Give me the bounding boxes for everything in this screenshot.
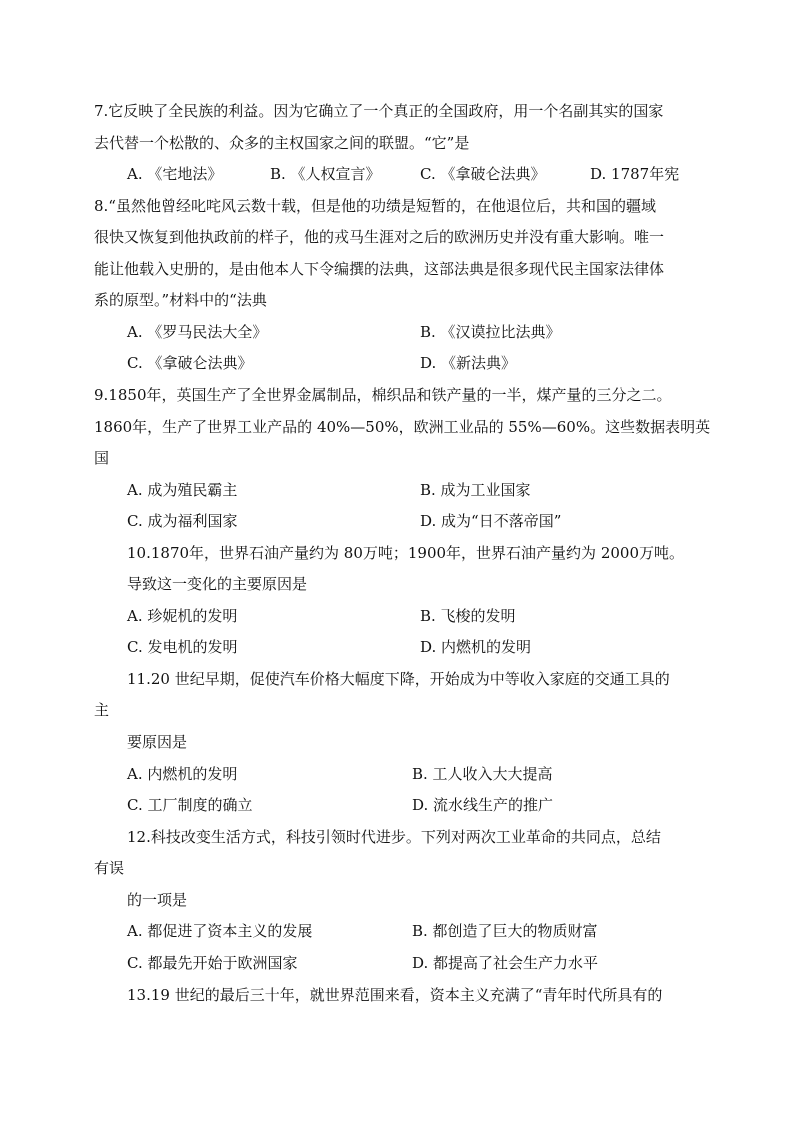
- question-9-stem-line-2: 1860年，生产了世界工业产品的 40%—50%，欧洲工业品的 55%—60%。这些数据表明英: [94, 418, 711, 436]
- question-9-stem-line-1: 9.1850年，英国生产了全世界金属制品，棉织品和铁产量的一半，煤产量的三分之二。: [94, 386, 672, 404]
- question-10-option-a: A. 珍妮机的发明: [127, 607, 238, 625]
- question-7-stem-line-1: 7.它反映了全民族的利益。因为它确立了一个真正的全国政府，用一个名副其实的国家: [94, 102, 664, 120]
- question-11-stem-line-2: 主: [94, 701, 110, 719]
- question-12-option-a: A. 都促进了资本主义的发展: [127, 922, 313, 940]
- question-11-option-d: D. 流水线生产的推广: [412, 796, 554, 814]
- question-8-stem-line-2: 很快又恢复到他执政前的样子，他的戎马生涯对之后的欧洲历史并没有重大影响。唯一: [94, 228, 665, 246]
- question-8-stem-line-3: 能让他载入史册的，是由他本人下令编撰的法典，这部法典是很多现代民主国家法律体: [94, 260, 665, 278]
- question-13-stem-line-1: 13.19 世纪的最后三十年，就世界范围来看，资本主义充满了“青年时代所具有的: [127, 986, 663, 1004]
- question-11-option-b: B. 工人收入大大提高: [412, 765, 553, 783]
- question-12-stem-line-2: 有误: [94, 859, 125, 877]
- question-9-option-a: A. 成为殖民霸主: [127, 481, 238, 499]
- question-8-option-b: B. 《汉谟拉比法典》: [420, 323, 561, 341]
- question-12-option-d: D. 都提高了社会生产力水平: [412, 954, 599, 972]
- question-8-option-a: A. 《罗马民法大全》: [127, 323, 268, 341]
- question-7-option-d: D. 1787年宪: [590, 165, 680, 183]
- question-9-option-d: D. 成为“日不落帝国”: [420, 512, 562, 530]
- question-11-option-c: C. 工厂制度的确立: [127, 796, 253, 814]
- question-11-stem-line-3: 要原因是: [127, 733, 188, 751]
- question-11-option-a: A. 内燃机的发明: [127, 765, 238, 783]
- question-10-stem-line-2: 导致这一变化的主要原因是: [127, 575, 308, 593]
- question-9-stem-line-3: 国: [94, 449, 110, 467]
- question-7-option-a: A. 《宅地法》: [127, 165, 223, 183]
- question-12-stem-line-3: 的一项是: [127, 891, 188, 909]
- question-11-stem-line-1: 11.20 世纪早期，促使汽车价格大幅度下降，开始成为中等收入家庭的交通工具的: [127, 670, 670, 688]
- question-12-option-c: C. 都最先开始于欧洲国家: [127, 954, 298, 972]
- question-9-option-b: B. 成为工业国家: [420, 481, 531, 499]
- question-10-option-c: C. 发电机的发明: [127, 638, 238, 656]
- question-8-stem-line-4: 系的原型。”材料中的“法典: [94, 291, 267, 309]
- question-7-option-c: C. 《拿破仑法典》: [420, 165, 546, 183]
- question-7-stem-line-2: 去代替一个松散的、众多的主权国家之间的联盟。“它”是: [94, 134, 470, 152]
- question-8-stem-line-1: 8.“虽然他曾经叱咤风云数十载，但是他的功绩是短暂的，在他退位后，共和国的疆域: [94, 197, 656, 215]
- question-8-option-c: C. 《拿破仑法典》: [127, 354, 253, 372]
- question-12-stem-line-1: 12.科技改变生活方式，科技引领时代进步。下列对两次工业革命的共同点，总结: [127, 828, 661, 846]
- question-7-option-b: B. 《人权宣言》: [270, 165, 381, 183]
- question-12-option-b: B. 都创造了巨大的物质财富: [412, 922, 598, 940]
- question-10-option-b: B. 飞梭的发明: [420, 607, 516, 625]
- question-10-stem-line-1: 10.1870年，世界石油产量约为 80万吨；1900年，世界石油产量约为 2000万吨。: [127, 544, 685, 562]
- question-10-option-d: D. 内燃机的发明: [420, 638, 532, 656]
- question-9-option-c: C. 成为福利国家: [127, 512, 238, 530]
- question-8-option-d: D. 《新法典》: [420, 354, 517, 372]
